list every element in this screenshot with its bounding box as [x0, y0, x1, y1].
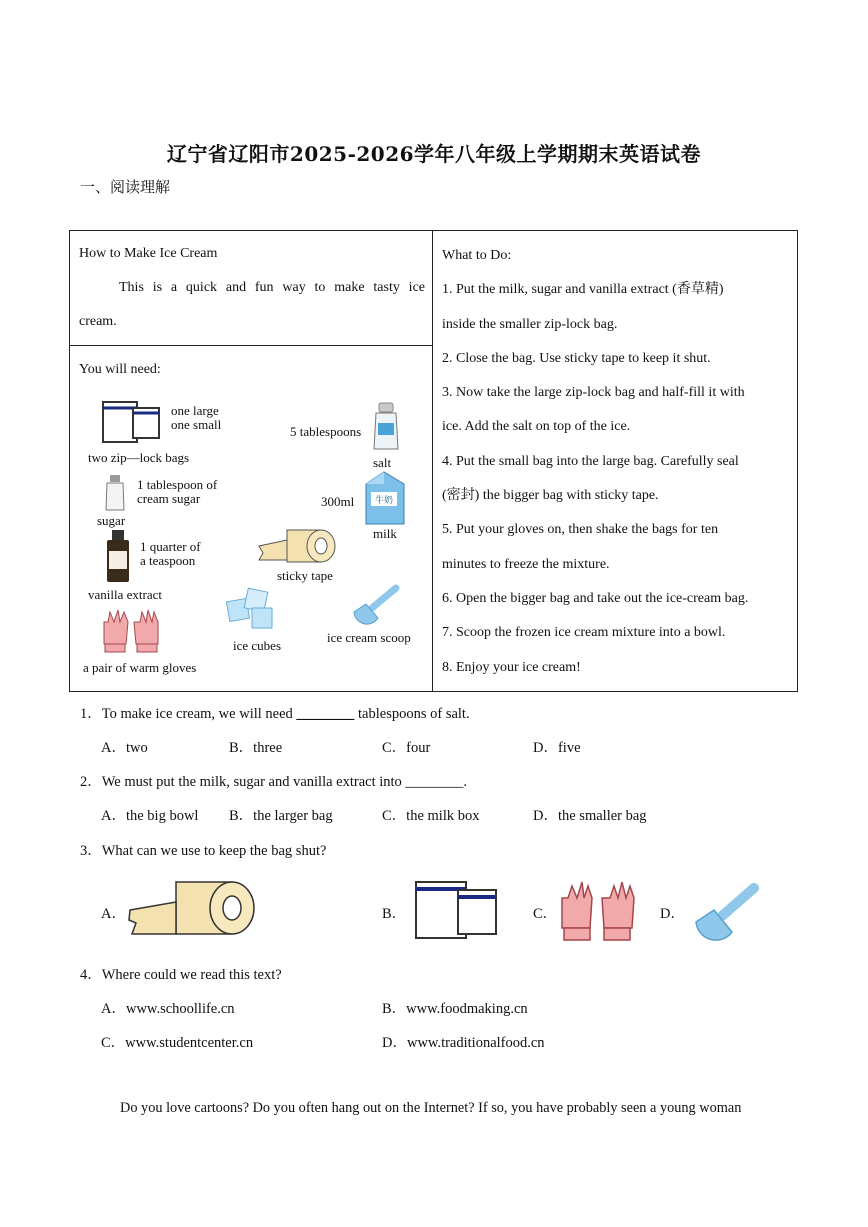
tape-option-icon: [126, 876, 256, 942]
q2-option-b[interactable]: B．the larger bag: [229, 808, 333, 824]
vanilla-bottle-icon: [104, 529, 132, 584]
question-4: 4．Where could we read this text?: [80, 967, 282, 983]
salt-caption: salt: [373, 455, 392, 470]
exam-title: 辽宁省辽阳市2025-2026学年八年级上学期期末英语试卷: [166, 142, 702, 166]
milk-amount: 300ml: [321, 494, 355, 509]
question-1-text: 1．To make ice cream, we will need: [80, 706, 297, 722]
sugar-amount-label: [137, 478, 217, 506]
gloves-icon: [100, 604, 164, 656]
step-line: 2. Close the bag. Use sticky tape to keep it shut.: [442, 350, 711, 366]
recipe-heading: How to Make Ice Cream: [79, 246, 218, 261]
milk-carton-icon: [360, 470, 410, 526]
q1-option-b[interactable]: B．three: [229, 740, 283, 756]
step-line: 5. Put your gloves on, then shake the bags for ten: [442, 522, 719, 538]
question-2: 2．We must put the milk, sugar and vanilla extract into ________.: [80, 774, 468, 790]
step-line: 7. Scoop the frozen ice cream mixture into a bowl.: [442, 625, 726, 641]
milk-caption: milk: [373, 526, 397, 541]
step-line: 6. Open the bigger bag and take out the ice-cream bag.: [442, 590, 749, 606]
question-1-blank: ________: [296, 706, 355, 722]
milk-carton-text: 牛奶: [374, 496, 394, 506]
q4-option-b[interactable]: B．www.foodmaking.cn: [382, 1001, 528, 1017]
scoop-caption: ice cream scoop: [327, 630, 411, 645]
scoop-option-icon: [692, 880, 764, 944]
gloves-option-icon: [558, 874, 640, 944]
section-heading: 一、阅读理解: [80, 178, 171, 196]
ice-cubes-icon: [222, 586, 282, 632]
zip-lock-bags-icon: [100, 396, 165, 446]
q1-option-d[interactable]: D．five: [533, 740, 581, 756]
step-line: (密封) the bigger bag with sticky tape.: [442, 488, 659, 504]
q4-option-a[interactable]: A．www.schoollife.cn: [101, 1001, 235, 1017]
recipe-intro-line-2: cream.: [79, 314, 117, 329]
q4-option-d[interactable]: D．www.traditionalfood.cn: [382, 1035, 545, 1051]
sugar-caption: sugar: [97, 513, 126, 528]
sticky-tape-icon: [257, 526, 339, 568]
bags-size-label: [171, 404, 221, 432]
vanilla-label-2: a teaspoon: [140, 553, 196, 568]
gloves-caption: a pair of warm gloves: [83, 660, 197, 675]
q4-option-c[interactable]: C．www.studentcenter.cn: [101, 1035, 254, 1051]
q2-option-d[interactable]: D．the smaller bag: [533, 808, 647, 824]
recipe-intro-line-1: This is a quick and fun way to make tasty ice: [119, 280, 425, 295]
bags-label-small: one small: [171, 417, 222, 432]
vanilla-caption: vanilla extract: [88, 587, 162, 602]
ice-caption: ice cubes: [233, 638, 282, 653]
step-line: ice. Add the salt on top of the ice.: [442, 419, 631, 435]
tape-caption: sticky tape: [277, 568, 333, 583]
q1-option-a[interactable]: A．two: [101, 740, 148, 756]
q1-option-c[interactable]: C．four: [382, 740, 431, 756]
step-line: inside the smaller zip-lock bag.: [442, 316, 618, 332]
q3-option-a[interactable]: A．: [101, 906, 126, 922]
ingredients-heading: You will need:: [79, 362, 161, 377]
bags-option-icon: [410, 876, 502, 942]
ice-cream-scoop-icon: [350, 582, 402, 628]
question-1: [80, 702, 470, 723]
steps-heading: What to Do:: [442, 248, 512, 263]
sugar-jar-icon: [104, 474, 126, 512]
recipe-intro-cell: [79, 237, 425, 339]
table-divider-vertical: [432, 231, 433, 691]
salt-shaker-icon: [370, 401, 400, 453]
step-line: 1. Put the milk, sugar and vanilla extract (香草精): [442, 282, 724, 298]
sugar-label-1: 1 tablespoon of: [137, 477, 218, 492]
step-line: 3. Now take the large zip-lock bag and half-fill it with: [442, 385, 745, 401]
q2-option-c[interactable]: C．the milk box: [382, 808, 480, 824]
q2-option-a[interactable]: A．the big bowl: [101, 808, 199, 824]
reading-table: [69, 230, 798, 692]
q3-option-c[interactable]: C．: [533, 906, 558, 922]
question-1-text-end: tablespoons of salt.: [354, 706, 470, 722]
vanilla-amount-label: [140, 540, 201, 568]
question-3: 3．What can we use to keep the bag shut?: [80, 843, 327, 859]
salt-amount: 5 tablespoons: [290, 424, 362, 439]
vanilla-label-1: 1 quarter of: [140, 539, 201, 554]
q3-option-b[interactable]: B．: [382, 906, 407, 922]
next-passage-line: Do you love cartoons? Do you often hang out on the Internet? If so, you have probably seen a young woman: [120, 1100, 742, 1116]
steps-cell: [442, 239, 792, 685]
q3-option-d[interactable]: D．: [660, 906, 685, 922]
ingredients-cell: [70, 346, 432, 691]
step-line: 4. Put the small bag into the large bag. Carefully seal: [442, 453, 739, 469]
sugar-label-2: cream sugar: [137, 491, 201, 506]
step-line: 8. Enjoy your ice cream!: [442, 659, 581, 675]
step-line: minutes to freeze the mixture.: [442, 556, 610, 572]
bags-label-large: one large: [171, 403, 219, 418]
bags-caption: two zip—lock bags: [88, 450, 190, 465]
